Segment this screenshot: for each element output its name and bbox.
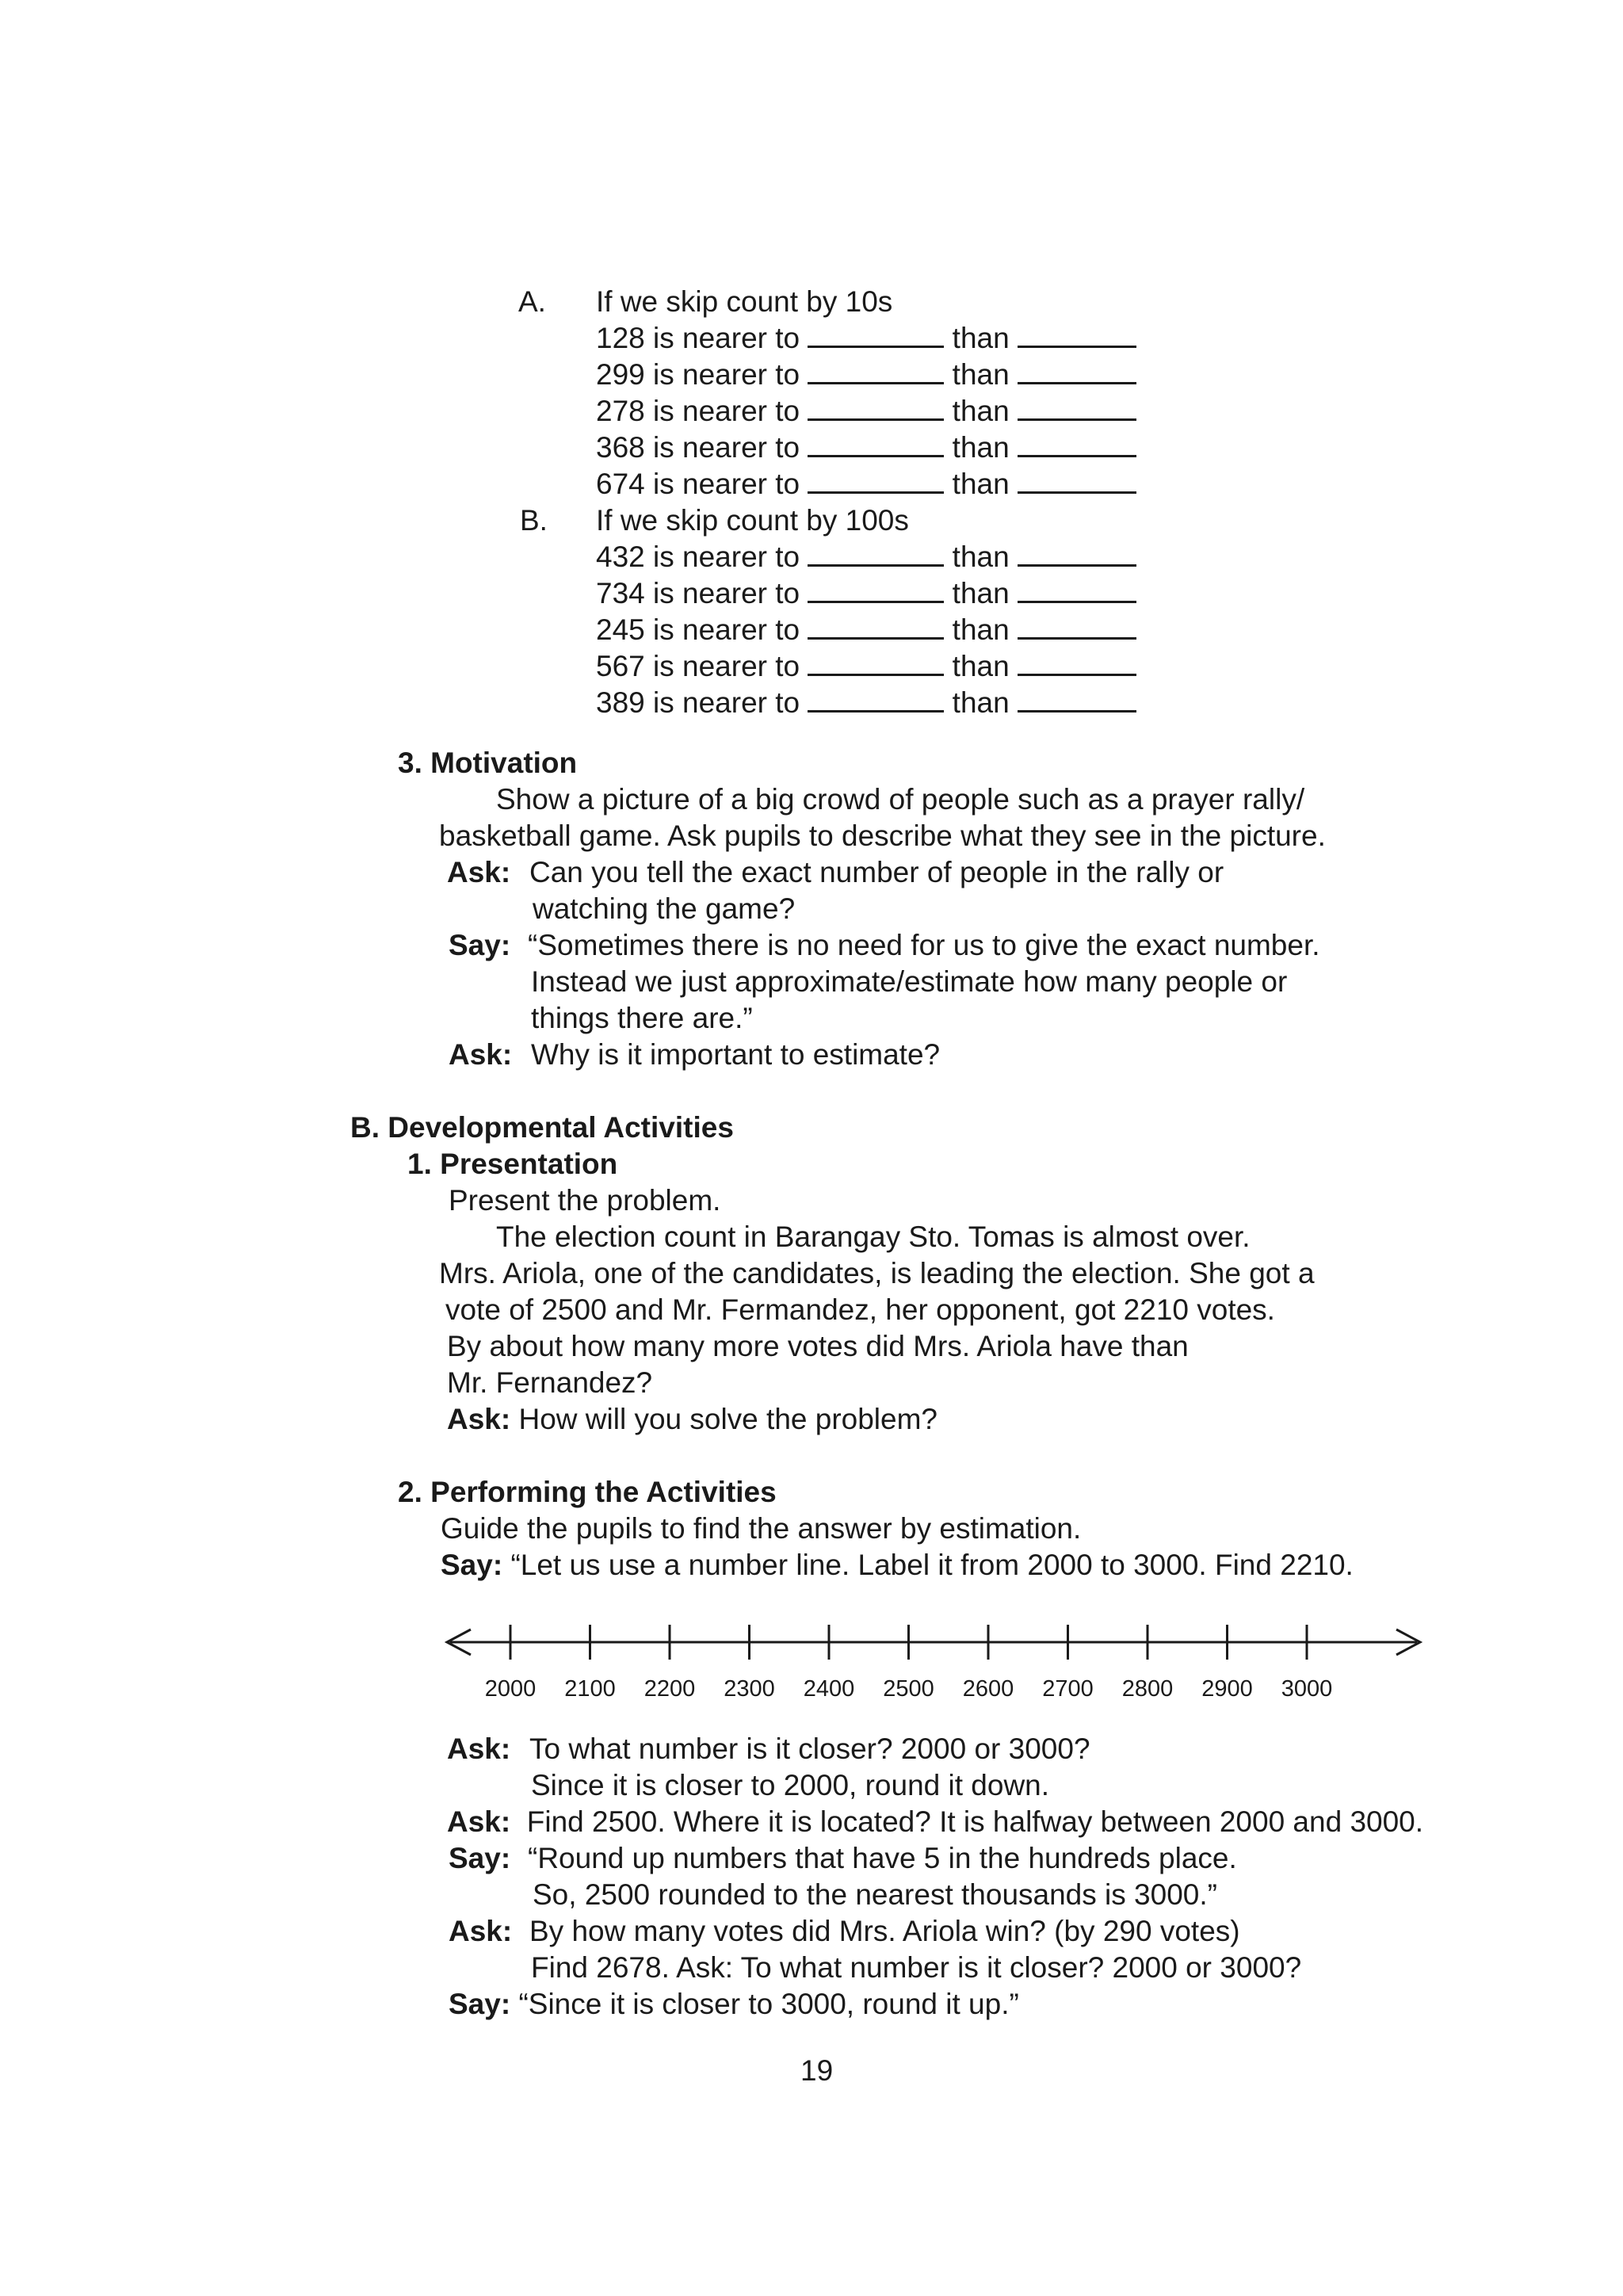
ask-line — [447, 1401, 938, 1438]
presentation-heading: 1. Presentation — [407, 1148, 618, 1180]
nearer-to-row — [596, 466, 1136, 502]
row-than: than — [952, 358, 1010, 391]
tick-label: 2400 — [803, 1676, 855, 1702]
say-text-line-1: “Sometimes there is no need for us to give the exact number. — [528, 929, 1320, 961]
row-text: is nearer to — [653, 358, 800, 391]
ask-label: Ask: — [447, 856, 511, 888]
tick-group — [485, 1625, 1333, 1702]
ask-text-line-1: Can you tell the exact number of people in the rally or — [529, 856, 1224, 888]
say-text: “Let us use a number line. Label it from 2000 to 3000. Find 2210. — [510, 1549, 1354, 1581]
row-text: is nearer to — [653, 541, 800, 573]
row-text: is nearer to — [653, 686, 800, 719]
tick-label: 2200 — [643, 1676, 696, 1702]
answer-blank[interactable] — [808, 382, 944, 384]
nearer-to-row — [596, 648, 1136, 685]
answer-blank[interactable] — [808, 710, 944, 712]
tick-label: 2500 — [883, 1676, 934, 1702]
answer-blank[interactable] — [1018, 637, 1136, 640]
ask-label: Ask: — [449, 1038, 513, 1071]
problem-line-5: Mr. Fernandez? — [447, 1366, 653, 1399]
answer-blank[interactable] — [808, 564, 944, 567]
ask-text-line-2: Since it is closer to 2000, round it down. — [531, 1769, 1050, 1801]
present-line: Present the problem. — [449, 1184, 721, 1217]
row-text: is nearer to — [653, 650, 800, 682]
tick-label: 2800 — [1121, 1676, 1174, 1702]
answer-blank[interactable] — [808, 637, 944, 640]
number-line — [434, 1601, 1433, 1704]
answer-blank[interactable] — [808, 346, 944, 348]
row-than: than — [952, 431, 1010, 464]
say-label: Say: — [441, 1549, 503, 1581]
ask-label: Ask: — [449, 1915, 513, 1947]
ask-text: Find 2500. Where it is located? It is halfway between 2000 and 3000. — [526, 1805, 1424, 1838]
performing-heading: 2. Performing the Activities — [398, 1476, 777, 1508]
answer-blank[interactable] — [1018, 601, 1136, 603]
row-than: than — [952, 577, 1010, 609]
row-number: 567 — [596, 650, 645, 682]
row-number: 299 — [596, 358, 645, 391]
answer-blank[interactable] — [1018, 346, 1136, 348]
row-than: than — [952, 613, 1010, 646]
row-number: 432 — [596, 541, 645, 573]
answer-blank[interactable] — [808, 491, 944, 494]
row-text: is nearer to — [653, 613, 800, 646]
row-text: is nearer to — [653, 468, 800, 500]
answer-blank[interactable] — [1018, 710, 1136, 712]
answer-blank[interactable] — [1018, 382, 1136, 384]
say-text: “Since it is closer to 3000, round it up.” — [518, 1988, 1019, 2020]
answer-blank[interactable] — [1018, 455, 1136, 457]
answer-blank[interactable] — [1018, 674, 1136, 676]
row-than: than — [952, 650, 1010, 682]
ask-label: Ask: — [447, 1733, 511, 1765]
row-text: is nearer to — [653, 577, 800, 609]
ask-text-line-1: By how many votes did Mrs. Ariola win? (by 290 votes) — [529, 1915, 1240, 1947]
tick-label: 2000 — [484, 1676, 537, 1702]
say-text-line-2: So, 2500 rounded to the nearest thousands is 3000.” — [533, 1878, 1217, 1911]
tick-label: 2100 — [564, 1676, 616, 1702]
part-a-title: If we skip count by 10s — [596, 285, 893, 318]
motivation-line-1: Show a picture of a big crowd of people such as a prayer rally/ — [496, 783, 1305, 816]
problem-line-3: vote of 2500 and Mr. Fermandez, her opponent, got 2210 votes. — [445, 1293, 1275, 1326]
nearer-to-row — [596, 685, 1136, 721]
answer-blank[interactable] — [1018, 418, 1136, 421]
row-number: 368 — [596, 431, 645, 464]
tick-label: 3000 — [1281, 1676, 1333, 1702]
say-label: Say: — [449, 1988, 511, 2020]
page-number: 19 — [800, 2054, 834, 2087]
tick-label: 2900 — [1201, 1676, 1253, 1702]
row-than: than — [952, 322, 1010, 354]
motivation-heading: 3. Motivation — [398, 747, 578, 779]
row-than: than — [952, 468, 1010, 500]
ask-label: Ask: — [447, 1805, 511, 1838]
row-than: than — [952, 395, 1010, 427]
row-text: is nearer to — [653, 322, 800, 354]
row-number: 245 — [596, 613, 645, 646]
tick-label: 2600 — [962, 1676, 1014, 1702]
ask-text-line-2: watching the game? — [533, 892, 796, 925]
say-label: Say: — [449, 929, 511, 961]
say-label: Say: — [449, 1842, 511, 1874]
say-line — [449, 1986, 1019, 2023]
ask-label: Ask: — [447, 1403, 511, 1435]
row-number: 389 — [596, 686, 645, 719]
say-line — [441, 1547, 1354, 1584]
nearer-to-row — [596, 575, 1136, 612]
nearer-to-row — [596, 320, 1136, 357]
ask-line — [447, 1804, 1423, 1840]
say-text-line-2: Instead we just approximate/estimate how many people or — [531, 965, 1288, 998]
row-text: is nearer to — [653, 431, 800, 464]
row-than: than — [952, 541, 1010, 573]
part-b-list — [596, 539, 1136, 721]
ask-text: How will you solve the problem? — [518, 1403, 938, 1435]
ask-text-line-2: Find 2678. Ask: To what number is it closer? 2000 or 3000? — [531, 1951, 1302, 1984]
row-number: 278 — [596, 395, 645, 427]
answer-blank[interactable] — [808, 601, 944, 603]
ask-text-line-1: To what number is it closer? 2000 or 3000? — [529, 1733, 1090, 1765]
answer-blank[interactable] — [1018, 564, 1136, 567]
problem-line-1: The election count in Barangay Sto. Tomas is almost over. — [496, 1221, 1251, 1253]
nearer-to-row — [596, 430, 1136, 466]
answer-blank[interactable] — [808, 418, 944, 421]
say-text-line-1: “Round up numbers that have 5 in the hundreds place. — [528, 1842, 1237, 1874]
nearer-to-row — [596, 393, 1136, 430]
part-a-letter: A. — [518, 285, 546, 318]
row-text: is nearer to — [653, 395, 800, 427]
ask-text: Why is it important to estimate? — [531, 1038, 941, 1071]
nearer-to-row — [596, 612, 1136, 648]
tick-label: 2300 — [724, 1676, 775, 1702]
row-than: than — [952, 686, 1010, 719]
answer-blank[interactable] — [808, 674, 944, 676]
row-number: 734 — [596, 577, 645, 609]
motivation-line-2: basketball game. Ask pupils to describe what they see in the picture. — [439, 819, 1326, 852]
problem-line-2: Mrs. Ariola, one of the candidates, is leading the election. She got a — [439, 1257, 1315, 1289]
developmental-heading: B. Developmental Activities — [350, 1111, 734, 1144]
say-text-line-3: things there are.” — [531, 1002, 753, 1034]
part-b-letter: B. — [520, 504, 548, 537]
tick-label: 2700 — [1042, 1676, 1094, 1702]
nearer-to-row — [596, 539, 1136, 575]
nearer-to-row — [596, 357, 1136, 393]
guide-line: Guide the pupils to find the answer by estimation. — [441, 1512, 1082, 1545]
problem-line-4: By about how many more votes did Mrs. Ariola have than — [447, 1330, 1189, 1362]
row-number: 674 — [596, 468, 645, 500]
answer-blank[interactable] — [808, 455, 944, 457]
answer-blank[interactable] — [1018, 491, 1136, 494]
row-number: 128 — [596, 322, 645, 354]
part-a-list — [596, 320, 1136, 502]
part-b-title: If we skip count by 100s — [596, 504, 909, 537]
